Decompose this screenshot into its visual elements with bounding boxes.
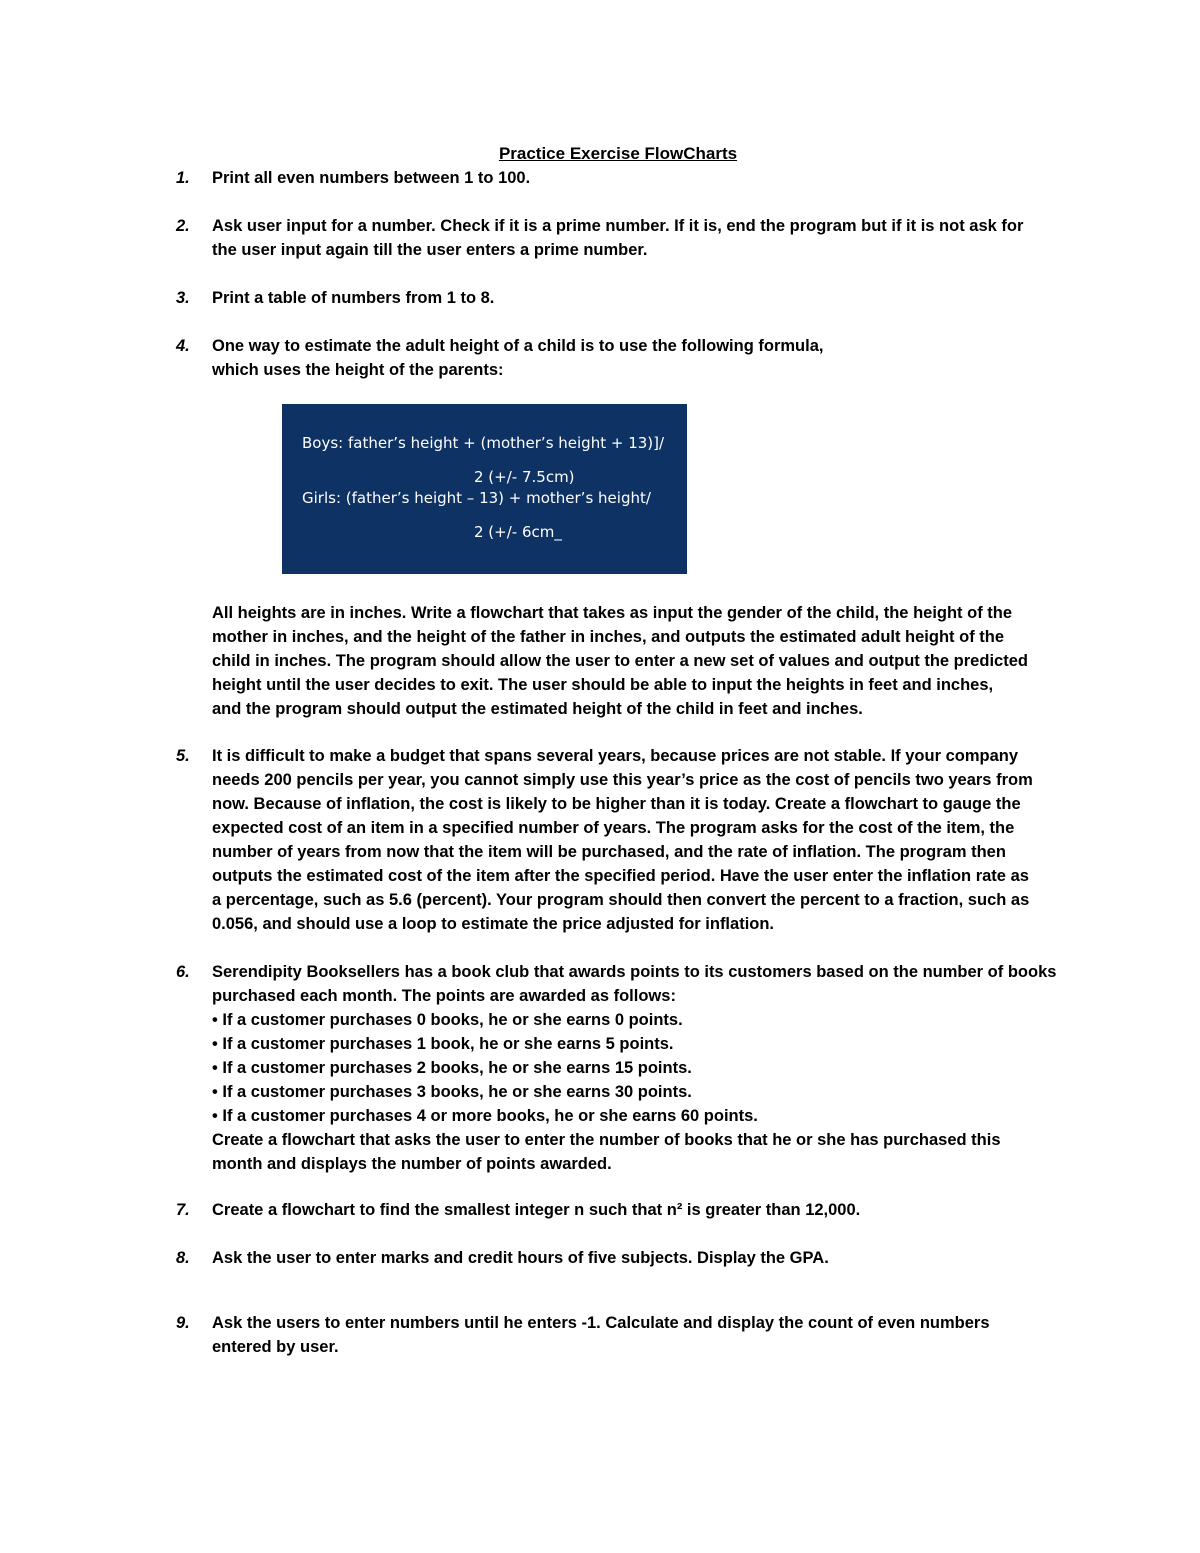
- bullet-item: • If a customer purchases 4 or more books, he or she earns 60 points.: [212, 1107, 758, 1125]
- exercise-item-4: [176, 334, 1066, 382]
- item-text: [212, 334, 1066, 382]
- item-text: [212, 1311, 1066, 1359]
- item-number: 3.: [176, 289, 190, 307]
- page-title: Practice Exercise FlowCharts: [498, 144, 738, 163]
- item-line: and the program should output the estimated height of the child in feet and inches.: [212, 700, 863, 718]
- item-line: All heights are in inches. Write a flowchart that takes as input the gender of the child, the height of the: [212, 604, 1013, 622]
- item-line: It is difficult to make a budget that spans several years, because prices are not stable. If your company: [212, 747, 1019, 765]
- item-line: needs 200 pencils per year, you cannot simply use this year’s price as the cost of pencils two years from: [212, 771, 1033, 789]
- item-line: Serendipity Booksellers has a book club that awards points to its customers based on the number of books: [212, 963, 1057, 981]
- exercise-item-7: [176, 1198, 1066, 1222]
- exercise-item-1: [176, 166, 1066, 190]
- item-line: mother in inches, and the height of the father in inches, and outputs the estimated adult height of the: [212, 628, 1005, 646]
- item-line: Ask user input for a number. Check if it is a prime number. If it is, end the program but if it is not ask for: [212, 217, 1024, 235]
- item-number: 1.: [176, 169, 190, 187]
- bullet-item: • If a customer purchases 3 books, he or she earns 30 points.: [212, 1083, 692, 1101]
- item-line: height until the user decides to exit. The user should be able to input the heights in feet and inches,: [212, 676, 994, 694]
- formula-girls-divisor: 2 (+/- 6cm_: [474, 523, 562, 541]
- item-text: [212, 601, 1066, 721]
- item-line: Print a table of numbers from 1 to 8.: [212, 289, 495, 307]
- bullet-item: • If a customer purchases 1 book, he or she earns 5 points.: [212, 1035, 674, 1053]
- item-text: [212, 214, 1066, 262]
- bullet-item: • If a customer purchases 0 books, he or she earns 0 points.: [212, 1011, 683, 1029]
- exercise-item-6: [176, 960, 1066, 1176]
- item-line: Create a flowchart to find the smallest integer n such that n² is greater than 12,000.: [212, 1201, 861, 1219]
- item-line: expected cost of an item in a specified number of years. The program asks for the cost of the item, the: [212, 819, 1015, 837]
- item-text: [212, 286, 1066, 310]
- exercise-item-3: [176, 286, 1066, 310]
- item-line: which uses the height of the parents:: [212, 361, 504, 379]
- item-line: number of years from now that the item will be purchased, and the rate of inflation. The program then: [212, 843, 1006, 861]
- item-number: 8.: [176, 1249, 190, 1267]
- item-line: purchased each month. The points are awarded as follows:: [212, 987, 676, 1005]
- item-line: entered by user.: [212, 1338, 339, 1356]
- item-line: Ask the users to enter numbers until he enters -1. Calculate and display the count of even numbers: [212, 1314, 990, 1332]
- formula-girls-line: Girls: (father’s height – 13) + mother’s height/: [302, 489, 651, 507]
- item-line: month and displays the number of points awarded.: [212, 1155, 612, 1173]
- item-text: [212, 166, 1066, 190]
- item-line: the user input again till the user enters a prime number.: [212, 241, 648, 259]
- item-number: 5.: [176, 747, 190, 765]
- item-line: One way to estimate the adult height of a child is to use the following formula,: [212, 337, 824, 355]
- item-line: child in inches. The program should allow the user to enter a new set of values and output the predicted: [212, 652, 1028, 670]
- item-line: Create a flowchart that asks the user to enter the number of books that he or she has purchased this: [212, 1131, 1001, 1149]
- bullet-item: • If a customer purchases 2 books, he or she earns 15 points.: [212, 1059, 692, 1077]
- item-line: outputs the estimated cost of the item after the specified period. Have the user enter the inflation rate as: [212, 867, 1029, 885]
- item-text: [212, 1198, 1066, 1222]
- exercise-item-8: [176, 1246, 1066, 1270]
- item-number: 2.: [176, 217, 190, 235]
- exercise-item-2: [176, 214, 1066, 262]
- formula-boys-line: Boys: father’s height + (mother’s height + 13)]/: [302, 434, 665, 452]
- height-formula-image: [282, 404, 687, 574]
- item-number: 9.: [176, 1314, 190, 1332]
- item-line: Print all even numbers between 1 to 100.: [212, 169, 531, 187]
- item-line: now. Because of inflation, the cost is likely to be higher than it is today. Create a flowchart to gauge the: [212, 795, 1021, 813]
- item-line: 0.056, and should use a loop to estimate the price adjusted for inflation.: [212, 915, 775, 933]
- item-line: Ask the user to enter marks and credit hours of five subjects. Display the GPA.: [212, 1249, 829, 1267]
- item-text: [212, 1246, 1066, 1270]
- exercise-item-9: [176, 1311, 1066, 1359]
- item-text: [212, 744, 1066, 936]
- item-number: 4.: [176, 337, 190, 355]
- formula-boys-divisor: 2 (+/- 7.5cm): [474, 468, 575, 486]
- exercise-item-5: [176, 744, 1066, 936]
- item-number: 7.: [176, 1201, 190, 1219]
- item-line: a percentage, such as 5.6 (percent). Your program should then convert the percent to a fraction, such as: [212, 891, 1030, 909]
- exercise-item-4-continued: [176, 601, 1066, 721]
- item-text: [212, 960, 1066, 1176]
- item-number: 6.: [176, 963, 190, 981]
